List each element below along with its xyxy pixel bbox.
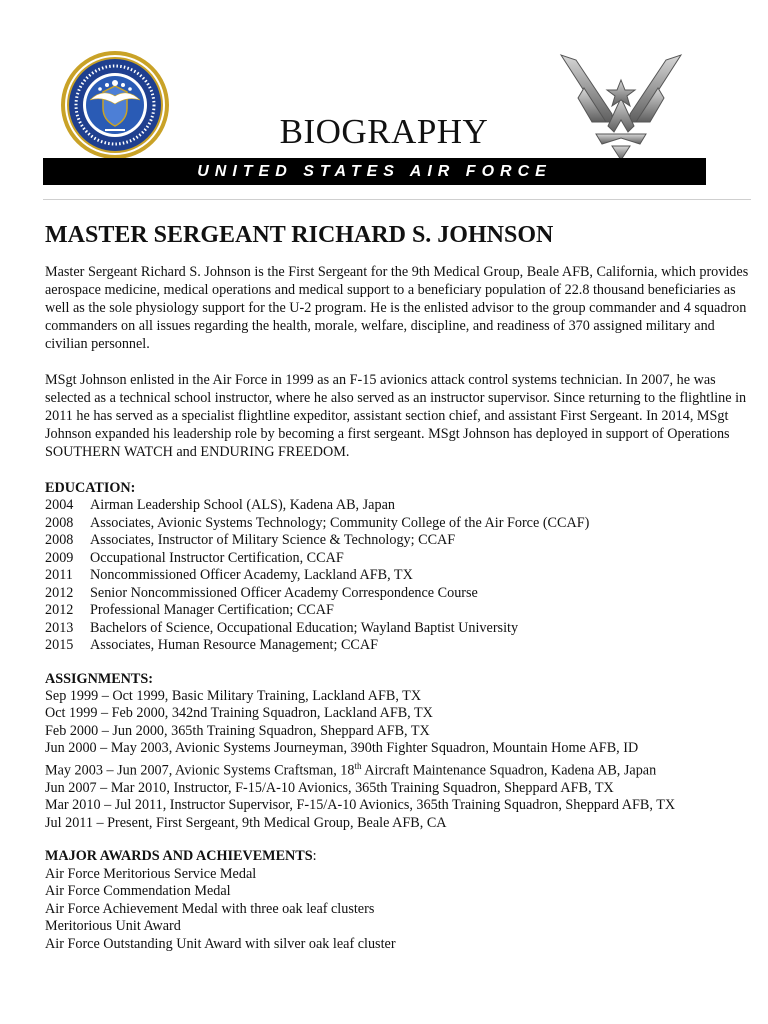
ordinal-suffix: th (354, 760, 362, 771)
education-item (45, 585, 755, 603)
education-year: 2004 (45, 497, 74, 513)
biography-body (45, 222, 755, 953)
education-year: 2009 (45, 549, 74, 566)
document-title: BIOGRAPHY (279, 112, 489, 151)
assignment-text-post: Aircraft Maintenance Squadron, Kadena AB, Japan (361, 762, 657, 779)
header-divider (43, 199, 751, 200)
assignment-item: Sep 1999 – Oct 1999, Basic Military Training, Lackland AFB, TX (45, 687, 422, 704)
intro-paragraph: Master Sergeant Richard S. Johnson is the First Sergeant for the 9th Medical Group, Beale AFB, California, which provides aerospace medicine, medical operations and medical support to a beneficiary population of 22.8 thousand beneficiaries as well as the sole physiology support for the U-2 program. He is the enlisted advisor to the group commander and 4 squadron commanders on all issues regarding the health, morale, welfare, discipline, and readiness of 370 assigned military and civilian personnel. (45, 264, 749, 352)
education-section (45, 479, 755, 655)
education-year: 2012 (45, 602, 74, 618)
assignment-item: Mar 2010 – Jul 2011, Instructor Supervisor, F-15/A-10 Avionics, 365th Training Squadron, Sheppard AFB, TX (45, 797, 676, 814)
education-year: 2012 (45, 584, 74, 601)
education-year: 2008 (45, 532, 74, 548)
assignment-item: Jun 2000 – May 2003, Avionic Systems Journeyman, 390th Fighter Squadron, Mountain Home AFB, ID (45, 740, 639, 756)
education-text: Associates, Human Resource Management; CCAF (90, 637, 379, 653)
education-text: Occupational Instructor Certification, CCAF (90, 549, 344, 566)
education-year: 2011 (45, 567, 73, 583)
education-text: Associates, Avionic Systems Technology; Community College of the Air Force (CCAF) (90, 514, 590, 531)
assignment-item: Jun 2007 – Mar 2010, Instructor, F-15/A-10 Avionics, 365th Training Squadron, Sheppard AFB, TX (45, 779, 614, 796)
education-year: 2008 (45, 514, 74, 531)
award-item: Air Force Achievement Medal with three oak leaf clusters (45, 900, 375, 917)
education-year: 2013 (45, 619, 74, 636)
education-item (45, 637, 755, 655)
assignments-section (45, 670, 755, 833)
education-item (45, 620, 755, 638)
education-item (45, 532, 755, 550)
education-item (45, 550, 755, 568)
awards-heading-colon: : (312, 848, 317, 865)
assignment-item: Feb 2000 – Jun 2000, 365th Training Squadron, Sheppard AFB, TX (45, 722, 430, 739)
education-text: Bachelors of Science, Occupational Education; Wayland Baptist University (90, 619, 519, 636)
award-item: Air Force Outstanding Unit Award with silver oak leaf cluster (45, 935, 396, 952)
assignment-text-pre: May 2003 – Jun 2007, Avionic Systems Craftsman, 18 (45, 762, 355, 779)
education-year: 2015 (45, 637, 74, 653)
assignment-item: Oct 1999 – Feb 2000, 342nd Training Squadron, Lackland AFB, TX (45, 705, 433, 721)
award-item: Air Force Meritorious Service Medal (45, 865, 257, 882)
education-text: Noncommissioned Officer Academy, Lackland AFB, TX (90, 567, 413, 583)
award-item: Air Force Commendation Medal (45, 883, 231, 900)
education-text: Professional Manager Certification; CCAF (90, 602, 334, 618)
education-text: Associates, Instructor of Military Science & Technology; CCAF (90, 532, 456, 548)
education-item (45, 602, 755, 620)
awards-heading: MAJOR AWARDS AND ACHIEVEMENTS (45, 848, 313, 865)
awards-section (45, 847, 755, 953)
assignments-heading: ASSIGNMENTS: (45, 670, 154, 687)
education-item (45, 497, 755, 515)
education-item (45, 515, 755, 533)
award-item: Meritorious Unit Award (45, 918, 181, 935)
education-heading: EDUCATION: (45, 480, 136, 496)
assignment-item (45, 758, 755, 780)
awards-heading-row (45, 847, 755, 866)
usaf-banner: UNITED STATES AIR FORCE (43, 158, 706, 185)
assignment-item: Jul 2011 – Present, First Sergeant, 9th Medical Group, Beale AFB, CA (45, 814, 447, 831)
person-name: MASTER SERGEANT RICHARD S. JOHNSON (45, 222, 554, 248)
education-item (45, 567, 755, 585)
career-paragraph: MSgt Johnson enlisted in the Air Force in 1999 as an F-15 avionics attack control systems technician. In 2007, he was selected as a technical school instructor, where he also served as an instructor supervisor. Since returning to the flightline in 2011 he has served as a specialist flightline expeditor, assistant section chief, and assistant First Sergeant. In 2014, MSgt Johnson expanded his leadership role by becoming a first sergeant. MSgt Johnson has deployed in support of Operations SOUTHERN WATCH and ENDURING FREEDOM. (45, 372, 747, 460)
education-text: Senior Noncommissioned Officer Academy Correspondence Course (90, 584, 478, 601)
education-text: Airman Leadership School (ALS), Kadena AB, Japan (90, 497, 395, 513)
